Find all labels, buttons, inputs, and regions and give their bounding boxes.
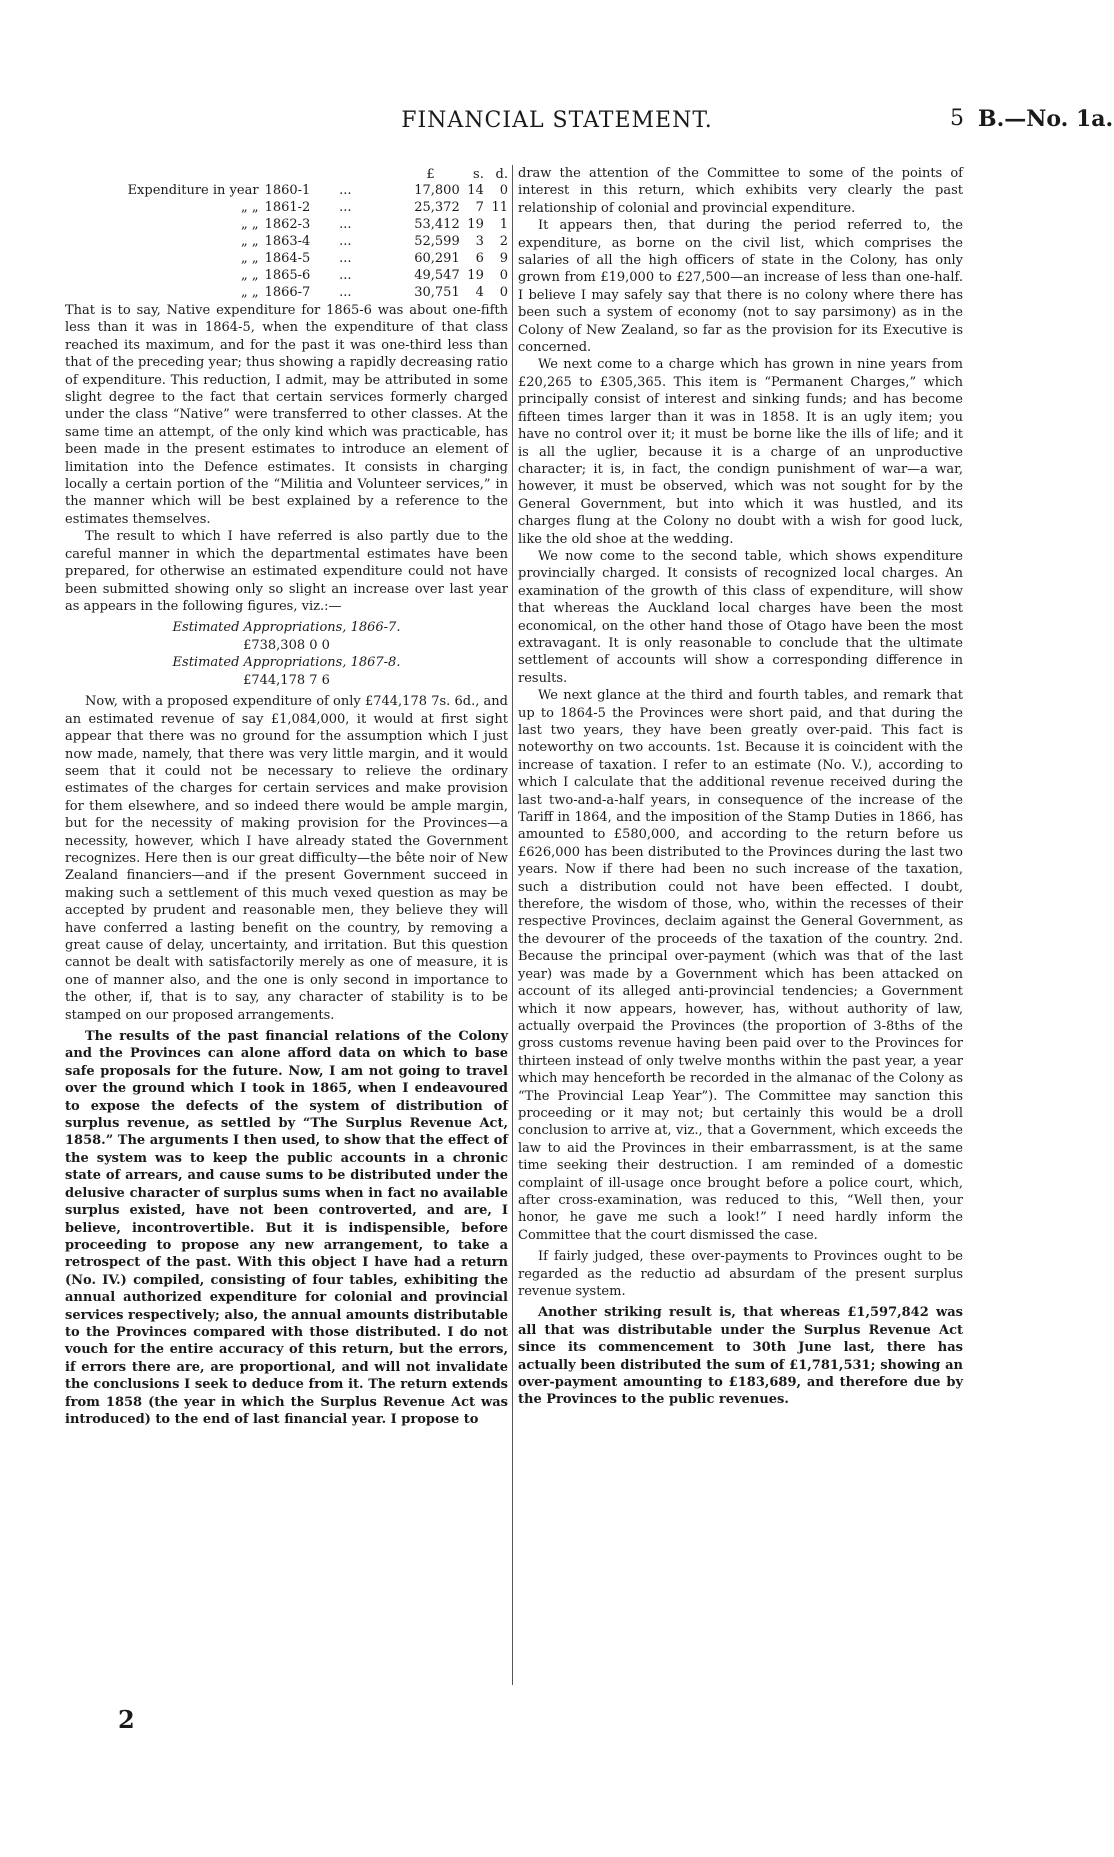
row-shillings: 19 — [467, 217, 484, 232]
row-pence: 0 — [499, 268, 508, 283]
right-column — [518, 165, 963, 1409]
row-shillings: 3 — [475, 234, 484, 249]
paragraph: draw the attention of the Committee to some of the points of interest in this return, which exhibits very clearly the past relationship of colonial and provincial expenditure. — [518, 166, 963, 216]
table-row — [65, 251, 508, 268]
row-leader: ... — [339, 251, 352, 266]
row-label: „ „ — [240, 217, 259, 232]
table-row — [65, 183, 508, 200]
row-leader: ... — [339, 200, 352, 215]
row-label: „ „ — [240, 251, 259, 266]
row-year: 1862-3 — [264, 217, 311, 232]
paragraph: The results of the past financial relations of the Colony and the Provinces can alone afford data on which to base safe proposals for the future. Now, I am not going to travel over the ground which I took in 1865, when I endeavoured to expose the defects of the system of distribution of surplus revenue, as settled by “The Surplus Revenue Act, 1858.” The arguments I then used, to show that the effect of the system was to keep the public accounts in a chronic state of arrears, and cause sums to be distributed under the delusive character of surplus sums when in fact no available surplus existed, have not been controverted, and are, I believe, incontrovertible. But it is indispensible, before proceeding to propose any new arrangement, to take a retrospect of the past. With this object I have had a return (No. IV.) compiled, consisting of four tables, exhibiting the annual authorized expenditure for colonial and provincial services respectively; also, the annual amounts distributable to the Provinces compared with those distributed. I do not vouch for the entire accuracy of this return, but the errors, if errors there are, are proportional, and will not invalidate the conclusions I seek to deduce from it. The return extends from 1858 (the year in which the Surplus Revenue Act was introduced) to the end of last financial year. I propose to — [65, 1029, 508, 1427]
row-pence: 11 — [491, 200, 508, 215]
paragraph: Another striking result is, that whereas £1,597,842 was all that was distributable under the Surplus Revenue Act since its commencement to 30th June last, there has actually been distributed the sum of £1,781,531; showing an over-payment amounting to £183,689, and therefore due by the Provinces to the public revenues. — [518, 1305, 963, 1408]
paragraph: We next come to a charge which has grown in nine years from £20,265 to £305,365. This item is “Permanent Charges,” which principally consist of interest and sinking funds; and has become fifteen times larger than it was in 1858. It is an ugly item; you have no control over it; it must be borne like the ills of life; and it is all the uglier, because it is a charge of an unproductive character; it is, in fact, the condign punishment of war—a war, however, it must be observed, which was not sought for by the General Government, but into which it was hustled, and its charges flung at the Colony no doubt with a wish for good luck, like the old shoe at the wedding. — [518, 357, 963, 547]
row-leader: ... — [339, 217, 352, 232]
table-header-row — [65, 165, 508, 183]
table-row — [65, 285, 508, 302]
paragraph: Now, with a proposed expenditure of only £744,178 7s. 6d., and an estimated revenue of say £1,084,000, it would at first sight appear that there was no ground for the assumption which I just now made, namely, that there was very little margin, and it would seem that it could not be necessary to relieve the ordinary estimates of the charges for certain services and make provision for them elsewhere, and so indeed there would be ample margin, but for the necessity of making provision for the Provinces—a necessity, however, which I have already stated the Government recognizes. Here then is our great difficulty—the bête noir of New Zealand financiers—and if the present Government succeed in making such a settlement of this much vexed question as may be accepted by prudent and reasonable men, they believe they will have conferred a lasting benefit on the country, by removing a great cause of delay, uncertainty, and irritation. But this question cannot be dealt with satisfactorily merely as one of measure, it is one of manner also, and the one is only second in importance to the other, if, that is to say, any character of stability is to be stamped on our proposed arrangements. — [65, 694, 508, 1023]
row-pounds: 30,751 — [414, 285, 460, 300]
row-shillings: 6 — [475, 251, 484, 266]
shillings-header: s. — [473, 166, 484, 182]
document-reference: B.—No. 1a. — [978, 106, 1114, 132]
row-year: 1861-2 — [264, 200, 311, 215]
row-year: 1863-4 — [264, 234, 311, 249]
row-pounds: 52,599 — [414, 234, 460, 249]
row-year: 1860-1 — [264, 183, 311, 198]
row-label: Expenditure in year — [127, 183, 259, 198]
row-year: 1866-7 — [264, 285, 311, 300]
pence-header: d. — [495, 166, 508, 182]
estimate-label: Estimated Appropriations, 1867-8. — [172, 655, 401, 671]
table-row — [65, 268, 508, 285]
expenditure-table — [65, 165, 508, 302]
row-pounds: 25,372 — [414, 200, 460, 215]
row-leader: ... — [339, 285, 352, 300]
row-pounds: 49,547 — [414, 268, 460, 283]
estimates-block — [65, 619, 508, 689]
column-divider — [512, 165, 513, 1685]
paragraph: That is to say, Native expenditure for 1865-6 was about one-fifth less than it was in 1864-5, when the expenditure of that class reached its maximum, and for the past it was one-third less than that of the preceding year; thus showing a rapidly decreasing ratio of expenditure. This reduction, I admit, may be attributed in some slight degree to the fact that certain services formerly charged under the class “Native” were transferred to other classes. At the same time an attempt, of the only kind which was practicable, has been made in the present estimates to introduce an element of limitation into the Defence estimates. It consists in charging locally a certain portion of the “Militia and Volunteer services,” in the manner which will be best explained by a reference to the estimates themselves. — [65, 303, 508, 527]
paragraph: It appears then, that during the period referred to, the expenditure, as borne on the civil list, which comprises the salaries of all the high officers of state in the Colony, has only grown from £19,000 to £27,500—an increase of less than one-half. I believe I may safely say that there is no colony where there has been such a system of economy (not to say parsimony) as in the Colony of New Zealand, so far as the provision for its Executive is concerned. — [518, 218, 963, 356]
page-number: 5 — [950, 106, 964, 131]
row-pence: 2 — [499, 234, 508, 249]
row-label: „ „ — [240, 268, 259, 283]
paragraph: We next glance at the third and fourth tables, and remark that up to 1864-5 the Provinces were short paid, and that during the last two years, they have been greatly over-paid. This fact is noteworthy on two accounts. 1st. Because it is coincident with the increase of taxation. I refer to an estimate (No. V.), according to which I calculate that the additional revenue received during the last two-and-a-half years, in consequence of the increase of the Tariff in 1864, and the imposition of the Stamp Duties in 1866, has amounted to £580,000, and according to the return before us £626,000 has been distributed to the Provinces during the last two years. Now if there had been no such increase of the taxation, such a distribution could not have been effected. I doubt, therefore, the wisdom of those, who, within the recesses of their respective Provinces, declaim against the General Government, as the devourer of the proceeds of the taxation of the country. 2nd. Because the principal over-payment (which was that of the last year) was made by a Government which has been attacked on account of its alleged anti-provincial tendencies; a Government which it now appears, however, has, without authority of law, actually overpaid the Provinces (the proportion of 3-8ths of the gross customs revenue having been paid over to the Provinces for thirteen instead of only twelve months within the past year, a year which may henceforth be recorded in the almanac of the Colony as “The Provincial Leap Year”). The Committee may sanction this proceeding or it may not; but certainly this would be a droll conclusion to arrive at, viz., that a Government, which exceeds the law to aid the Provinces in their embarrassment, is at the same time seeking their destruction. I am reminded of a domestic complaint of ill-usage once brought before a police court, which, after cross-examination, was reduced to this, “Well then, your honor, he gave me such a look!” I need hardly inform the Committee that the court dismissed the case. — [518, 688, 963, 1243]
signature-mark: 2 — [118, 1705, 135, 1734]
row-pence: 0 — [499, 183, 508, 198]
row-leader: ... — [339, 268, 352, 283]
table-row — [65, 200, 508, 217]
row-label: „ „ — [240, 200, 259, 215]
row-leader: ... — [339, 183, 352, 198]
estimate-amount: £738,308 0 0 — [243, 637, 330, 653]
row-pounds: 60,291 — [414, 251, 460, 266]
row-pounds: 17,800 — [414, 183, 460, 198]
row-shillings: 7 — [475, 200, 484, 215]
row-shillings: 14 — [467, 183, 484, 198]
estimate-amount: £744,178 7 6 — [243, 672, 330, 688]
row-leader: ... — [339, 234, 352, 249]
pounds-header: £ — [426, 166, 435, 182]
paragraph: If fairly judged, these over-payments to Provinces ought to be regarded as the reductio ad absurdam of the present surplus revenue system. — [518, 1249, 963, 1299]
paragraph: The result to which I have referred is also partly due to the careful manner in which the departmental estimates have been prepared, for otherwise an estimated expenditure could not have been submitted showing only so slight an increase over last year as appears in the following figures, viz.:— — [65, 529, 508, 614]
paragraph: We now come to the second table, which shows expenditure provincially charged. It consists of recognized local charges. An examination of the growth of this class of expenditure, will show that whereas the Auckland local charges have been the most economical, on the other hand those of Otago have been the most extravagant. It is only reasonable to conclude that the ultimate settlement of accounts will show a corresponding difference in results. — [518, 548, 963, 686]
row-label: „ „ — [240, 285, 259, 300]
left-column — [65, 165, 508, 1428]
row-shillings: 4 — [475, 285, 484, 300]
row-pence: 1 — [499, 217, 508, 232]
row-pence: 9 — [499, 251, 508, 266]
row-pounds: 53,412 — [414, 217, 460, 232]
row-pence: 0 — [499, 285, 508, 300]
row-label: „ „ — [240, 234, 259, 249]
row-year: 1864-5 — [264, 251, 311, 266]
estimate-label: Estimated Appropriations, 1866-7. — [172, 620, 401, 636]
page-title: FINANCIAL STATEMENT. — [401, 108, 713, 133]
row-year: 1865-6 — [264, 268, 311, 283]
table-row — [65, 217, 508, 234]
table-row — [65, 234, 508, 251]
row-shillings: 19 — [467, 268, 484, 283]
